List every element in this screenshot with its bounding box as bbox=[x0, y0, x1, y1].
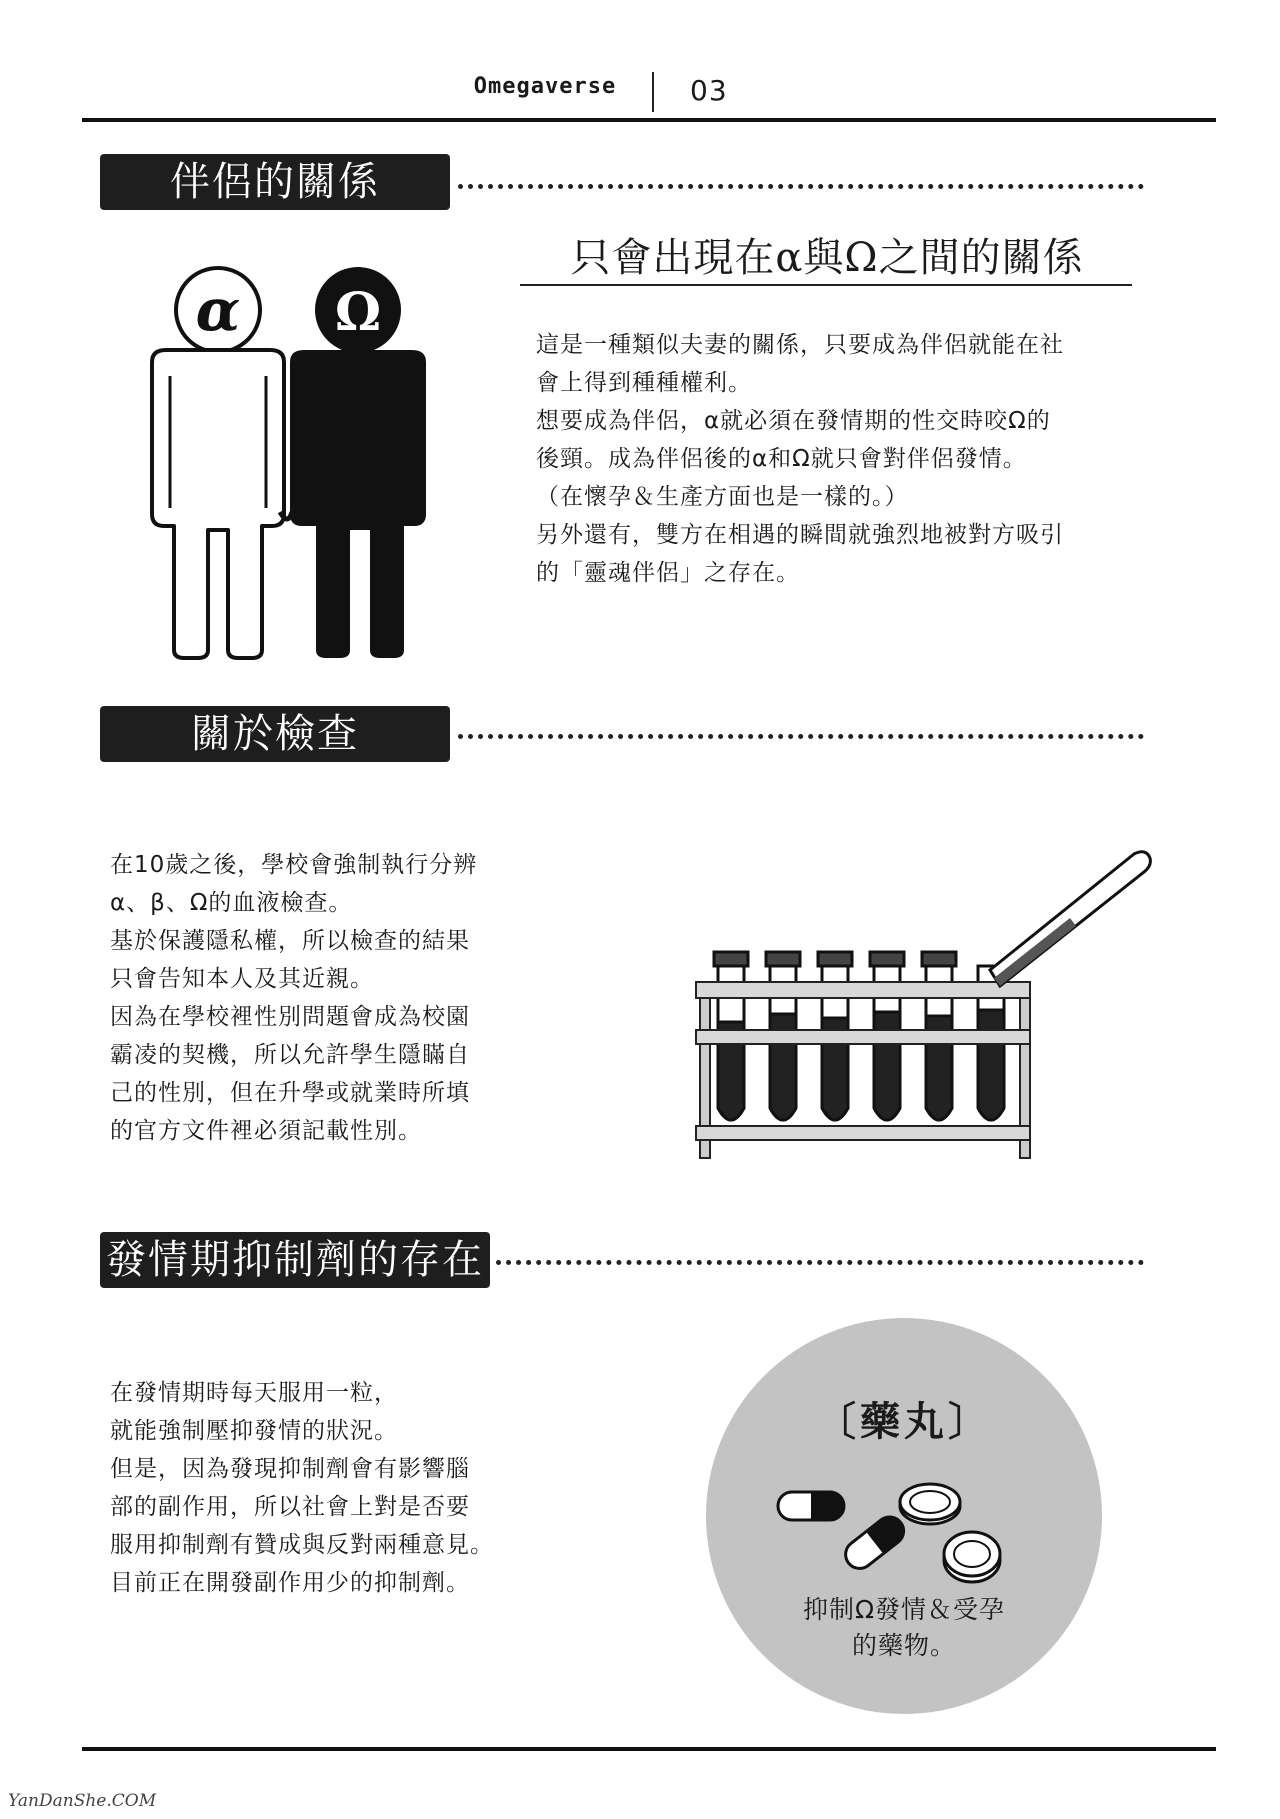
text-line: 的「靈魂伴侶」之存在。 bbox=[536, 560, 800, 586]
caption-line: 的藥物。 bbox=[851, 1631, 956, 1660]
section-title-partner: 伴侶的關係 bbox=[100, 154, 450, 210]
text-line: 服用抑制劑有贊成與反對兩種意見。 bbox=[110, 1532, 494, 1558]
text-line: 霸凌的契機，所以允許學生隱瞞自 bbox=[110, 1042, 470, 1068]
partner-paragraph bbox=[536, 326, 1064, 592]
text-line: 部的副作用，所以社會上對是否要 bbox=[110, 1494, 470, 1520]
text-line: 另外還有，雙方在相遇的瞬間就強烈地被對方吸引 bbox=[536, 522, 1064, 548]
omega-symbol: Ω bbox=[334, 282, 382, 343]
text-line: 想要成為伴侶，α就必須在發情期的性交時咬Ω的 bbox=[536, 408, 1051, 434]
pill-card-caption bbox=[706, 1592, 1102, 1664]
text-line: 己的性別，但在升學或就業時所填 bbox=[110, 1080, 470, 1106]
page-number: 03 bbox=[690, 74, 728, 107]
pipette bbox=[990, 852, 1150, 986]
text-line: 在10歲之後，學校會強制執行分辨 bbox=[110, 852, 478, 878]
alpha-symbol: α bbox=[195, 276, 241, 344]
top-rule bbox=[82, 118, 1216, 122]
section-divider bbox=[458, 184, 1144, 189]
section-divider bbox=[458, 734, 1144, 739]
text-line: 基於保護隱私權，所以檢查的結果 bbox=[110, 928, 470, 954]
text-line: α、β、Ω的血液檢查。 bbox=[110, 890, 353, 916]
text-line: （在懷孕＆生產方面也是一樣的。） bbox=[536, 484, 909, 510]
section-title-exam: 關於檢查 bbox=[100, 706, 450, 762]
text-line: 在發情期時每天服用一粒， bbox=[110, 1380, 398, 1406]
bottom-rule bbox=[82, 1747, 1216, 1751]
caption-line: 抑制Ω發情＆受孕 bbox=[802, 1595, 1006, 1624]
text-line: 的官方文件裡必須記載性別。 bbox=[110, 1118, 422, 1144]
omega-figure bbox=[290, 267, 426, 658]
alpha-omega-figures bbox=[130, 250, 480, 660]
pill-card-title: 〔藥丸〕 bbox=[816, 1399, 992, 1445]
text-line: 目前正在開發副作用少的抑制劑。 bbox=[110, 1570, 470, 1596]
text-line: 因為在學校裡性別問題會成為校園 bbox=[110, 1004, 470, 1030]
subtitle-underline bbox=[520, 284, 1132, 286]
text-line: 但是，因為發現抑制劑會有影響腦 bbox=[110, 1456, 470, 1482]
suppressant-paragraph bbox=[110, 1374, 494, 1602]
watermark: YanDanShe.COM bbox=[8, 1791, 157, 1811]
text-line: 會上得到種種權利。 bbox=[536, 370, 752, 396]
section-subtitle: 只會出現在α與Ω之間的關係 bbox=[570, 235, 1084, 281]
pills-icon bbox=[760, 1468, 1060, 1588]
alpha-figure bbox=[152, 268, 284, 658]
section-divider bbox=[496, 1260, 1144, 1265]
exam-paragraph bbox=[110, 846, 477, 1150]
test-tube-rack-illustration bbox=[694, 846, 1154, 1162]
text-line: 只會告知本人及其近親。 bbox=[110, 966, 374, 992]
header-divider bbox=[652, 72, 654, 112]
series-title: Omegaverse bbox=[473, 74, 617, 99]
text-line: 就能強制壓抑發情的狀況。 bbox=[110, 1418, 398, 1444]
text-line: 後頸。成為伴侶後的α和Ω就只會對伴侶發情。 bbox=[536, 446, 1027, 472]
text-line: 這是一種類似夫妻的關係，只要成為伴侶就能在社 bbox=[536, 332, 1064, 358]
section-title-suppressant: 發情期抑制劑的存在 bbox=[100, 1232, 490, 1288]
